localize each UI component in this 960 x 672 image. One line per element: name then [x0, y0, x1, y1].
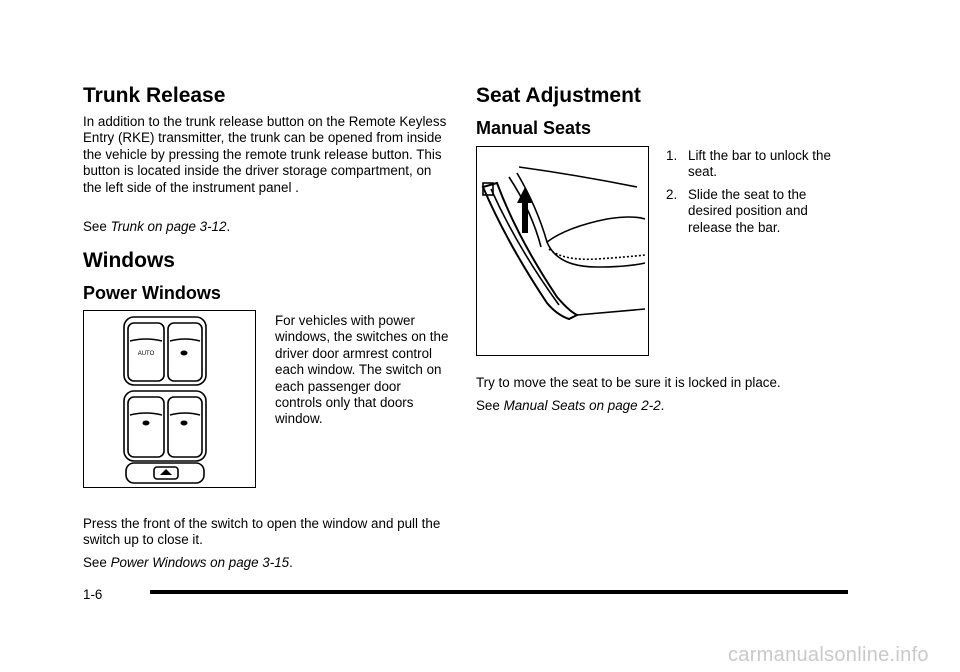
see-prefix: See: [476, 398, 500, 413]
step-item: [666, 148, 836, 181]
manual-seats-see-reference: See Manual Seats on page 2-2.: [476, 398, 665, 413]
window-switch-drawing: [84, 311, 254, 486]
power-windows-see-reference: See Power Windows on page 3-15.: [83, 555, 293, 570]
step-number: 1.: [666, 148, 678, 163]
seat-bar-drawing: [477, 147, 647, 354]
trunk-release-text: In addition to the trunk release button on the Remote Keyless Entry (RKE) transmitter, the trunk can be opened from inside the vehicle by pressing the remote trunk release button. This button is located inside the driver storage compartment, on the left side of the instrument panel .: [83, 114, 447, 195]
step-text: Lift the bar to unlock the seat.: [688, 148, 831, 180]
seat-adjustment-title: Seat Adjustment: [476, 84, 641, 107]
manual-seats-reference-link[interactable]: Manual Seats on page 2-2: [503, 398, 661, 413]
power-windows-text: For vehicles with power windows, the switches on the driver door armrest control each window. The switch on each passenger door controls only that doors window.: [275, 313, 449, 427]
manual-seats-title: Manual Seats: [476, 118, 592, 138]
step-text: Slide the seat to the desired position and release the bar.: [688, 186, 808, 235]
page-number: 1-6: [83, 587, 103, 602]
power-windows-reference-link[interactable]: Power Windows on page 3-15: [110, 555, 290, 570]
step-item: [666, 187, 836, 236]
seat-locked-text: Try to move the seat to be sure it is locked in place.: [476, 375, 781, 390]
trunk-release-title: Trunk Release: [83, 84, 226, 107]
windows-title: Windows: [83, 249, 175, 272]
seat-steps-list: [666, 148, 836, 242]
watermark: carmanualsonline.info: [728, 644, 929, 666]
auto-label: AUTO: [137, 351, 155, 357]
power-windows-title: Power Windows: [83, 283, 221, 303]
power-window-switch-illustration: [83, 310, 256, 488]
footer-rule: [150, 590, 848, 594]
press-switch-text: Press the front of the switch to open the window and pull the switch up to close it.: [83, 516, 441, 548]
see-prefix: See: [83, 219, 107, 234]
trunk-see-reference: See Trunk on page 3-12.: [83, 219, 231, 234]
see-prefix: See: [83, 555, 107, 570]
trunk-reference-link[interactable]: Trunk on page 3-12: [110, 219, 227, 234]
manual-seat-illustration: [476, 146, 649, 356]
step-number: 2.: [666, 186, 678, 202]
